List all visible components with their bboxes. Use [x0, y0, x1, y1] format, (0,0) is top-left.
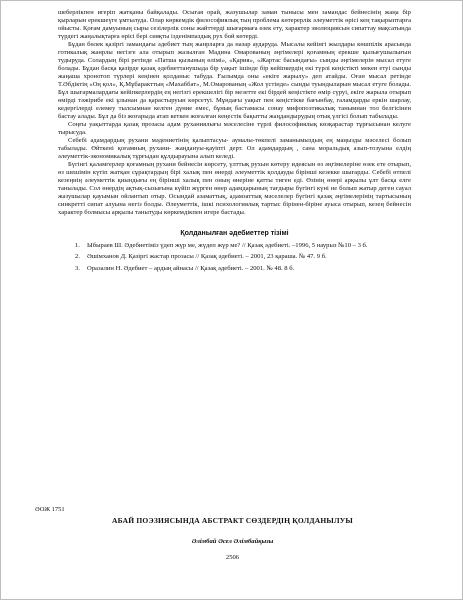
- reference-item: [58, 265, 411, 273]
- paragraph: Бұдан бөлек қазіргі замандағы әдебиет тың жанрларға да назар аударуда. Мысалы кейінгі жылдары көшпілік арасында готикалық жанрлы негізге ала отырып жазылған Мадина Омарованың әңгімелері қоғамның ерекше қызығушылығын тудыруда. Солардың бірі ретінде «Патша қызының өлімі», «Қария», «Жартас басындағы» сынды әңгімелерін мысал етуге болады. Бұдан басқа қазірде қазақ әдебиеттанушыда бір уақыт ішінде бір кейіпкердің екі түрлі кеңістікті мекен етуі сынды жаңаша хронотоп түрлері кеңінен қолданыс табуда. Ғылымда оны «екіге жарылу» деп атайды. Оған мысал ретінде Т.Әбдіктің «Оң қол», Қ.Мұбаракттың «Махаббат», М.Омарованың «Жол үстінде» сынды туындыларын мысал етуге болады. Бұл шығармалардағы кейіпкерлердің ең негізгі ерекшелігі бір мезетте екі бірдей кеңістікте өмір сүруі, екіге жарыла отырып өмірді тәжірибе екі ұлынан да қарастыруын көрсетуі. Мұндағы уақыт пен кеңістікке бағынбау, галамдарды еркін шарлау, кедергілерді елемеу тылсымнан келген дүние емес, бұның бастамасы сонау мифопоэтикалық танымнан тол белгісінен бастау алады. Бұл да біз жоғарыда атап кеткен жоғалған кеңестік бақытты жаңдандырудың отық үлгісі болып табылады.: [58, 41, 411, 120]
- paragraph: Соңғы уақыттарда қазақ прозасы адам руханиялығы мәселесіне түрлі философиялық көзқарастар тұрғысынан келуге тырысуда.: [58, 121, 411, 136]
- reference-text: Әшімханов Д. Қазіргі жастар прозасы // Қазақ әдебиеті. – 2001, 23 қараша. № 47. 9 б.: [87, 253, 327, 261]
- references-title: Қолданылған әдебиеттер тізімі: [180, 230, 289, 237]
- page-number: 2506: [225, 554, 240, 561]
- reference-text: Оразалин Н. Әдебиет – ардың айнасы // Қазақ әдебиеті. – 2001. № 48. 8 б.: [87, 264, 295, 272]
- paragraph: Себебі адамдардың рухани мәдениетінің қалыптасуы- аумалы-төкпелі заманымыздың ең маңызды мәселесі болып табылады. Өйткені қоғамның рухани- жаңдануы-қауіпті дерт. Ол адамдардың , сана моральдық азып-тозуына елдің әлеуметтік-экономикалық тұрғыдан құлдырауына алып келеді.: [58, 137, 411, 160]
- reference-item: [58, 242, 411, 250]
- reference-item: [58, 253, 411, 261]
- reference-number: 1.: [75, 242, 80, 249]
- article-title: АБАЙ ПОЭЗИЯСЫНДА АБСТРАКТ СӨЗДЕРДІҢ ҚОЛДАНЫЛУЫ: [111, 516, 353, 525]
- main-text: [58, 9, 411, 276]
- reference-number: 3.: [75, 264, 80, 272]
- reference-text: Ыбыраев Ш. Әдебиетіміз үдеп жүр ме, жүдеп жүр ме? // Қазақ әдебиеті. –1996, 5 наурыз №10 – 3 б.: [87, 242, 368, 249]
- udc-code: ӘОЖ 1751: [35, 506, 65, 513]
- reference-number: 2.: [75, 253, 80, 261]
- paragraph: Бүгінгі қаламгерлер қоғамның рухани бейнесін көрсету, үлттық рухын көтеру идеясын өз әңгімелеріне өзек ете отырып, өз шешімін күтіп жатқан сұрақтардың бірі халық пен өнерді әлеуметтік қолдауды бірінші кезекке шығарды. Себебі өтпелі кезеңнің әлеуметтік қиындығы ең бірінші халық пен оның өнеріне қатты тиген еді. Өзінің өнері арқылы ұлт басқа елге танылады. Сол өнердің ақтық-сызығына күйіп жүрген өнер адамдарының тағдыры бүгінгі күні не болып жатыр деген сауал жазушылар қауымын ойлантып отыр. Осындай азаматтық, адамзаттық мәселелер бүгінгі қазақ әңгімелерінің тартысының синкретті сипат алуына негіз болды. Әлеуметтік, ішкі психологиялық тартыс бірінен-біріне ауыса отырып, кезең бейнесін характер болмысы арқылы танытуды көркемдікпен игере бастады.: [58, 161, 411, 216]
- author-name: Әлімбай Әсел Әлімбайқызы: [191, 538, 274, 545]
- references-list: [58, 242, 411, 273]
- paragraph: шеберлікпен игеріп жатқаны байқалады. Осығая орай, жазушылар заман тынысы мен замандас бейнесінің жаңа бір қырларын ерекшеүге ұмтылуда. Олар көркемдік философиялық тың проблема көтерерлік әлеуметтік өрісі кең тақырыптарға ойысты. Қоғам дамуының сыры сезілерлік соны жайттерді шығармаға өзек ету, характер эволюциясын сипаттау мақсатында түрдегі жаңалықтарға өрісі бері сияқты ізденімпаздық рух бой көтерді.: [58, 9, 411, 40]
